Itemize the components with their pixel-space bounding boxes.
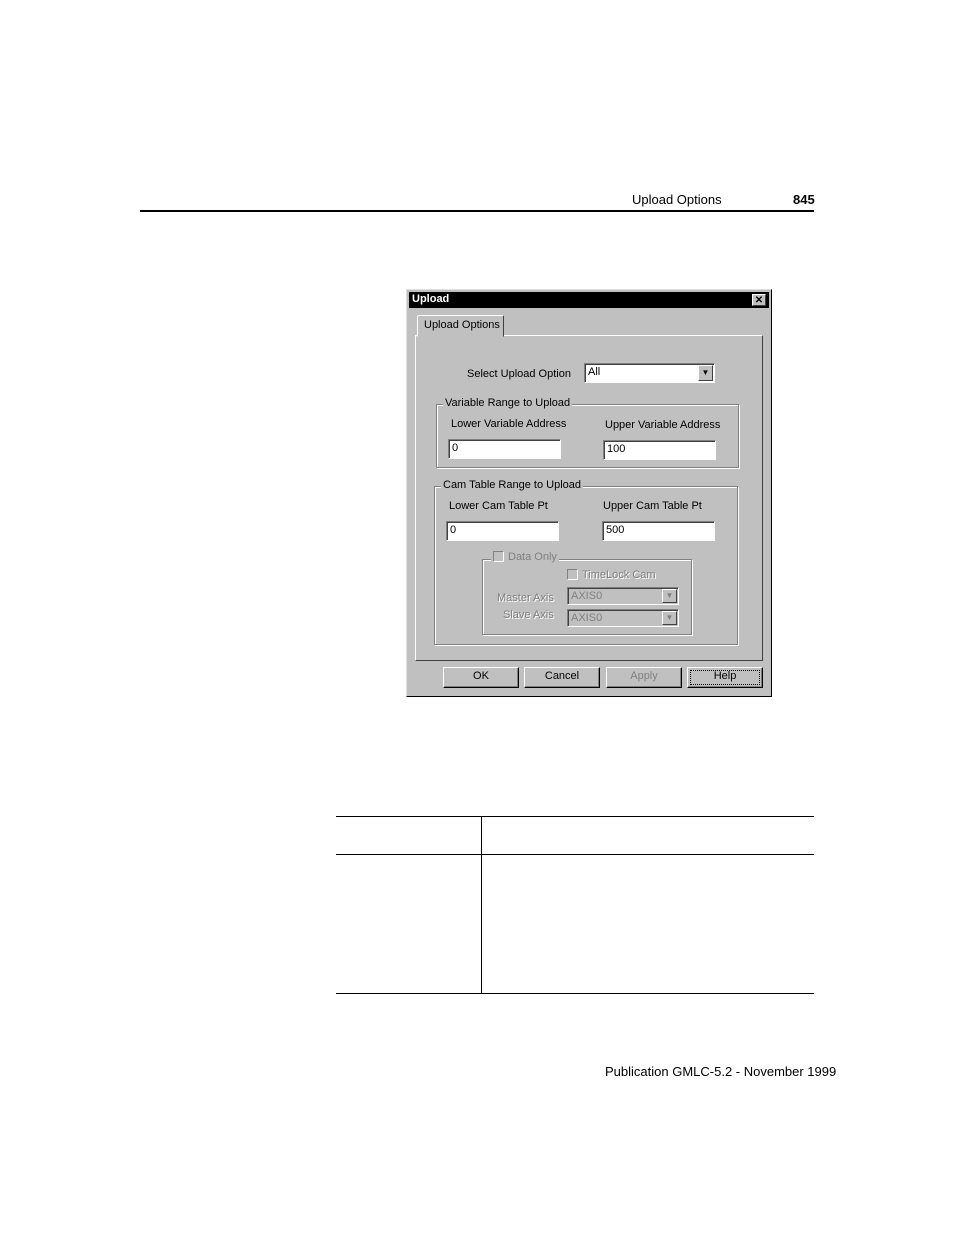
cam-table-range-legend: Cam Table Range to Upload: [443, 479, 581, 491]
slave-axis-label: Slave Axis: [503, 609, 554, 621]
close-button[interactable]: [752, 294, 766, 306]
apply-button[interactable]: Apply: [606, 667, 682, 688]
ok-button[interactable]: OK: [443, 667, 519, 688]
dialog-title: Upload: [412, 293, 450, 305]
page-number: 845: [793, 192, 815, 207]
cancel-button[interactable]: Cancel: [524, 667, 600, 688]
upper-cam-table-pt-field[interactable]: 500: [602, 521, 715, 541]
timelock-cam-checkbox-box[interactable]: [567, 569, 578, 580]
timelock-cam-label: TimeLock Cam: [582, 569, 656, 581]
help-button[interactable]: Help: [687, 667, 763, 688]
dialog-titlebar[interactable]: [409, 292, 769, 308]
publication-footer: Publication GMLC-5.2 - November 1999: [605, 1064, 837, 1079]
running-header-title: Upload Options: [632, 192, 722, 207]
cam-table-range-group: [434, 479, 738, 645]
data-only-checkbox[interactable]: [491, 551, 559, 563]
data-only-label: Data Only: [508, 551, 557, 563]
header-rule: [140, 210, 814, 212]
variable-range-legend: Variable Range to Upload: [445, 397, 571, 409]
chevron-down-icon[interactable]: ▼: [698, 365, 713, 381]
upload-dialog: [406, 289, 772, 697]
table-column-divider: [481, 816, 482, 994]
data-only-group: [482, 551, 692, 635]
upper-variable-address-label: Upper Variable Address: [605, 419, 721, 431]
upper-variable-address-field[interactable]: 100: [603, 440, 716, 460]
master-axis-dropdown[interactable]: [567, 587, 679, 605]
tab-panel-upload-options: [415, 335, 763, 661]
tab-upload-options[interactable]: Upload Options: [417, 315, 504, 337]
slave-axis-value: AXIS0: [571, 612, 603, 624]
close-icon: ✕: [754, 295, 764, 306]
table-top-rule: [336, 816, 814, 817]
chevron-down-icon[interactable]: ▼: [662, 589, 677, 603]
lower-variable-address-label: Lower Variable Address: [451, 418, 567, 430]
upload-option-value: All: [588, 366, 601, 378]
upper-cam-table-pt-label: Upper Cam Table Pt: [603, 500, 702, 512]
variable-range-group: [436, 397, 739, 468]
master-axis-value: AXIS0: [571, 590, 603, 602]
lower-cam-table-pt-field[interactable]: 0: [446, 521, 559, 541]
master-axis-label: Master Axis: [497, 592, 554, 604]
lower-cam-table-pt-label: Lower Cam Table Pt: [449, 500, 548, 512]
data-only-checkbox-box[interactable]: [493, 551, 504, 562]
slave-axis-dropdown[interactable]: [567, 609, 679, 627]
upload-option-dropdown[interactable]: [584, 363, 715, 383]
chevron-down-icon[interactable]: ▼: [662, 611, 677, 625]
lower-variable-address-field[interactable]: 0: [448, 439, 561, 459]
select-upload-option-label: Select Upload Option: [467, 368, 571, 380]
table-bottom-rule: [336, 993, 814, 994]
timelock-cam-checkbox[interactable]: [567, 569, 656, 581]
table-header-rule: [336, 854, 814, 855]
